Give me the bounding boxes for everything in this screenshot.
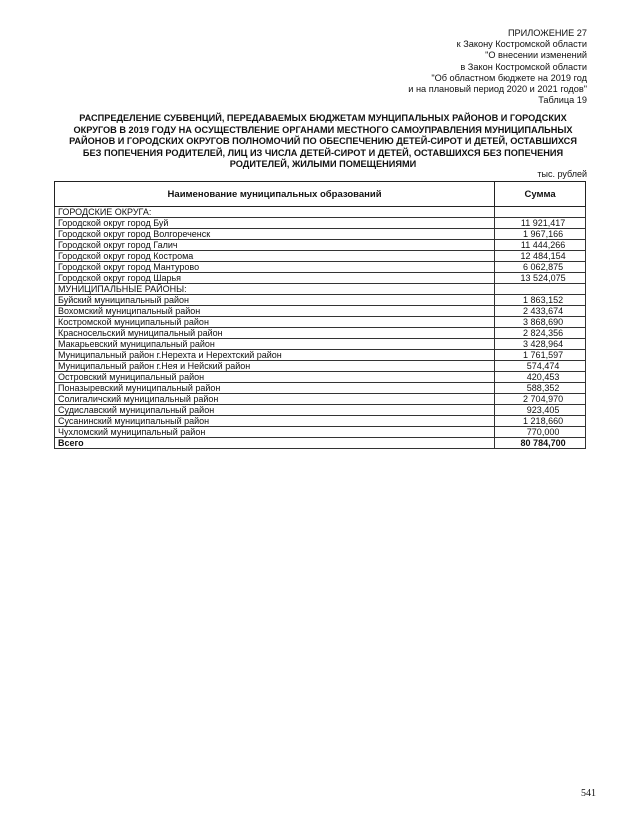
table-row <box>55 218 586 229</box>
subvention-sum: 1 218,660 <box>495 416 586 427</box>
total-label: Всего <box>55 438 495 449</box>
appendix-header-line: "Об областном бюджете на 2019 год <box>431 72 587 83</box>
document-title-line: РАЙОНОВ И ГОРОДСКИХ ОКРУГОВ ПОЛНОМОЧИЙ ПО ОБЕСПЕЧЕНИЮ ДЕТЕЙ-СИРОТ И ДЕТЕЙ, ОСТАВШИХСЯ <box>69 136 577 146</box>
subvention-sum: 11 444,266 <box>495 240 586 251</box>
total-row <box>55 438 586 449</box>
total-sum: 80 784,700 <box>495 438 586 449</box>
document-title-line: ОКРУГОВ В 2019 ГОДУ НА ОСУЩЕСТВЛЕНИЕ ОРГАНАМИ МЕСТНОГО САМОУПРАВЛЕНИЯ МУНИЦИПАЛЬНЫХ <box>73 124 573 135</box>
municipality-name: Городской округ город Мантурово <box>55 262 495 273</box>
subvention-sum: 923,405 <box>495 405 586 416</box>
subvention-sum: 3 428,964 <box>495 339 586 350</box>
table-row <box>55 229 586 240</box>
municipality-name: Макарьевский муниципальный район <box>55 339 495 350</box>
table-row <box>55 306 586 317</box>
municipality-name: Костромской муниципальный район <box>55 317 495 328</box>
municipality-name: Островский муниципальный район <box>55 372 495 383</box>
appendix-header-line: в Закон Костромской области <box>460 61 587 72</box>
subvention-sum: 12 484,154 <box>495 251 586 262</box>
appendix-header-line: ПРИЛОЖЕНИЕ 27 <box>507 28 587 38</box>
municipality-name: Сусанинский муниципальный район <box>55 416 495 427</box>
table-row <box>55 427 586 438</box>
table-row <box>55 251 586 262</box>
municipality-name: Муниципальный район г.Нея и Нейский район <box>55 361 495 372</box>
subvention-sum: 6 062,875 <box>495 262 586 273</box>
section-heading-sum-cell <box>495 207 586 218</box>
municipality-name: Городской округ город Буй <box>55 218 495 229</box>
table-row <box>55 328 586 339</box>
subvention-sum: 420,453 <box>495 372 586 383</box>
document-title-line: РАСПРЕДЕЛЕНИЕ СУБВЕНЦИЙ, ПЕРЕДАВАЕМЫХ БЮДЖЕТАМ МУНЦИПАЛЬНЫХ РАЙОНОВ И ГОРОДСКИХ <box>79 113 567 123</box>
column-header-sum: Сумма <box>495 182 586 207</box>
appendix-header <box>408 28 587 106</box>
subvention-sum: 13 524,075 <box>495 273 586 284</box>
subvention-sum: 1 863,152 <box>495 295 586 306</box>
municipality-name: Городской округ город Кострома <box>55 251 495 262</box>
page-number: 541 <box>581 788 596 799</box>
table-row <box>55 339 586 350</box>
table-row <box>55 350 586 361</box>
municipality-name: Солигаличский муниципальный район <box>55 394 495 405</box>
table-row <box>55 383 586 394</box>
subvention-sum: 588,352 <box>495 383 586 394</box>
table-row <box>55 262 586 273</box>
table-row <box>55 372 586 383</box>
table-row <box>55 295 586 306</box>
section-heading: ГОРОДСКИЕ ОКРУГА: <box>55 207 495 218</box>
document-title <box>68 113 578 171</box>
subvention-sum: 1 967,166 <box>495 229 586 240</box>
municipality-name: Буйский муниципальный район <box>55 295 495 306</box>
table-row <box>55 317 586 328</box>
appendix-header-line: к Закону Костромской области <box>456 39 587 50</box>
municipality-name: Чухломский муниципальный район <box>55 427 495 438</box>
municipality-name: Вохомский муниципальный район <box>55 306 495 317</box>
table-row <box>55 361 586 372</box>
municipality-name: Муниципальный район г.Нерехта и Нерехтский район <box>55 350 495 361</box>
document-title-line: РОДИТЕЛЕЙ, ЖИЛЫМИ ПОМЕЩЕНИЯМИ <box>229 159 417 169</box>
municipality-name: Городской округ город Шарья <box>55 273 495 284</box>
subvention-sum: 2 433,674 <box>495 306 586 317</box>
table-row <box>55 416 586 427</box>
units-label: тыс. рублей <box>537 169 587 179</box>
municipality-name: Красносельский муниципальный район <box>55 328 495 339</box>
municipality-name: Городской округ город Волгореченск <box>55 229 495 240</box>
table-number: Таблица 19 <box>538 95 587 106</box>
subvention-sum: 770,000 <box>495 427 586 438</box>
section-heading: МУНИЦИПАЛЬНЫЕ РАЙОНЫ: <box>55 284 495 295</box>
subvention-sum: 2 824,356 <box>495 328 586 339</box>
subvention-sum: 1 761,597 <box>495 350 586 361</box>
column-header-name: Наименование муниципальных образований <box>55 182 495 207</box>
subvention-table <box>54 181 586 449</box>
municipality-name: Судиславский муниципальный район <box>55 405 495 416</box>
table-row <box>55 394 586 405</box>
section-heading-row <box>55 207 586 218</box>
table-row <box>55 273 586 284</box>
document-title-line: БЕЗ ПОПЕЧЕНИЯ РОДИТЕЛЕЙ, ЛИЦ ИЗ ЧИСЛА ДЕТЕЙ-СИРОТ И ДЕТЕЙ, ОСТАВШИХСЯ БЕЗ ПОПЕЧЕНИЯ <box>82 147 564 158</box>
appendix-header-line: "О внесении изменений <box>485 50 587 61</box>
table-row <box>55 240 586 251</box>
table-header-row <box>55 182 586 207</box>
subvention-sum: 574,474 <box>495 361 586 372</box>
subvention-sum: 2 704,970 <box>495 394 586 405</box>
subvention-sum: 11 921,417 <box>495 218 586 229</box>
municipality-name: Городской округ город Галич <box>55 240 495 251</box>
appendix-header-line: и на плановый период 2020 и 2021 годов" <box>408 84 587 95</box>
section-heading-sum-cell <box>495 284 586 295</box>
section-heading-row <box>55 284 586 295</box>
municipality-name: Поназыревский муниципальный район <box>55 383 495 394</box>
subvention-sum: 3 868,690 <box>495 317 586 328</box>
table-row <box>55 405 586 416</box>
